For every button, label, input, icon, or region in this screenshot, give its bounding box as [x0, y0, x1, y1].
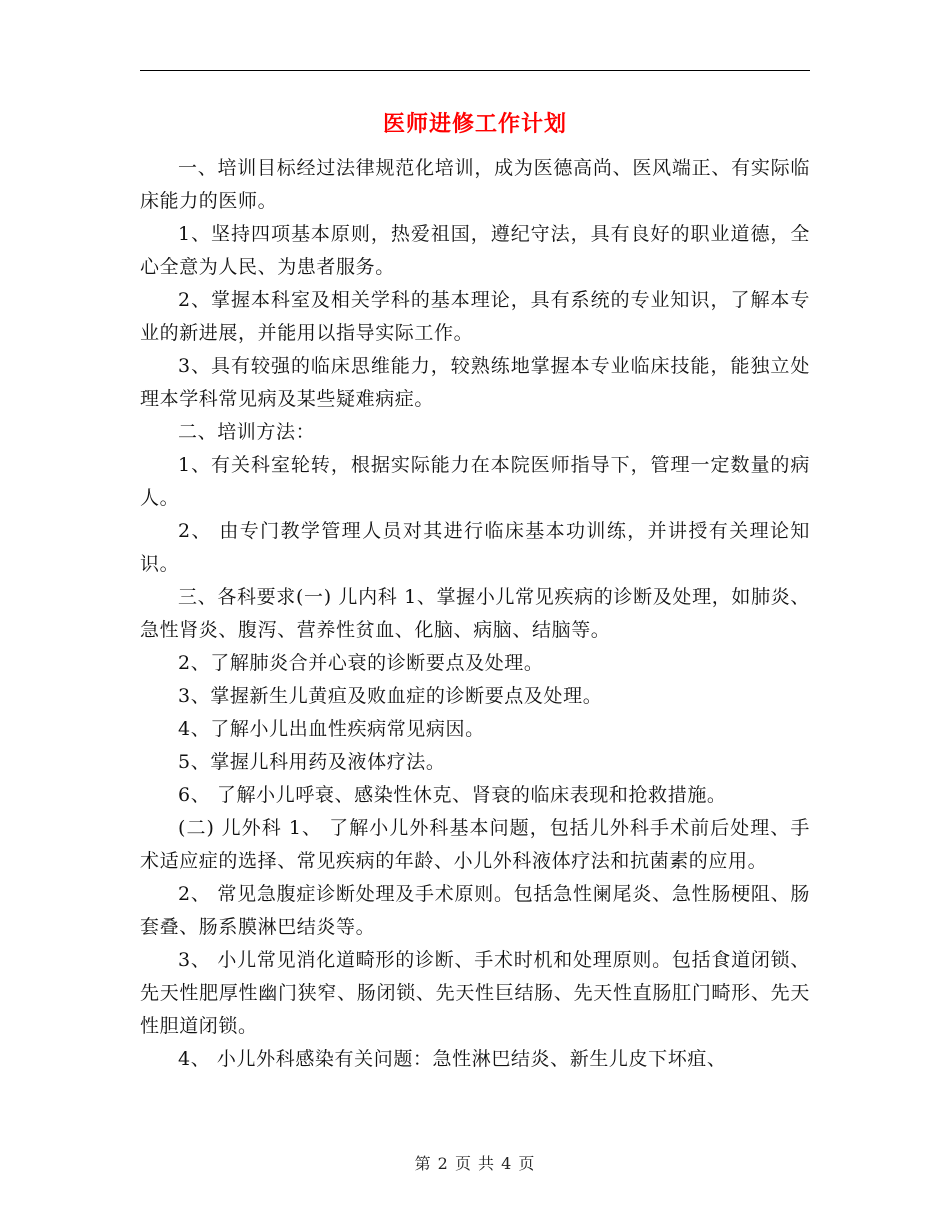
paragraph: 2、掌握本科室及相关学科的基本理论，具有系统的专业知识，了解本专业的新进展，并能用以指导实际工作。: [140, 289, 810, 344]
paragraph: 一、培训目标经过法律规范化培训，成为医德高尚、医风端正、有实际临床能力的医师。: [140, 157, 810, 212]
document-body: [140, 152, 810, 1076]
paragraph: 5、掌握儿科用药及液体疗法。: [178, 751, 446, 773]
paragraph: 3、 小儿常见消化道畸形的诊断、手术时机和处理原则。包括食道闭锁、先天性肥厚性幽门狭窄、肠闭锁、先天性巨结肠、先天性直肠肛门畸形、先天性胆道闭锁。: [140, 949, 810, 1037]
paragraph: 3、掌握新生儿黄疸及败血症的诊断要点及处理。: [178, 685, 603, 707]
header-rule: [140, 70, 810, 71]
section-heading: 二、培训方法：: [178, 421, 316, 443]
page-footer: 第 2 页 共 4 页: [414, 1154, 536, 1173]
paragraph: 2、了解肺炎合并心衰的诊断要点及处理。: [178, 652, 544, 674]
paragraph: 4、了解小儿出血性疾病常见病因。: [178, 718, 485, 740]
paragraph: (二) 儿外科 1、 了解小儿外科基本问题，包括儿外科手术前后处理、手术适应症的选择、常见疾病的年龄、小儿外科液体疗法和抗菌素的应用。: [140, 817, 810, 872]
paragraph: 4、 小儿外科感染有关问题：急性淋巴结炎、新生儿皮下坏疽、: [178, 1048, 727, 1070]
paragraph: 三、各科要求(一) 儿内科 1、掌握小儿常见疾病的诊断及处理，如肺炎、急性肾炎、腹泻、营养性贫血、化脑、病脑、结脑等。: [140, 586, 810, 641]
paragraph: 2、 由专门教学管理人员对其进行临床基本功训练，并讲授有关理论知识。: [140, 520, 810, 575]
paragraph: 3、具有较强的临床思维能力，较熟练地掌握本专业临床技能，能独立处理本学科常见病及某些疑难病症。: [140, 355, 810, 410]
paragraph: 1、有关科室轮转，根据实际能力在本院医师指导下，管理一定数量的病人。: [140, 454, 810, 509]
paragraph: 2、 常见急腹症诊断处理及手术原则。包括急性阑尾炎、急性肠梗阻、肠套叠、肠系膜淋巴结炎等。: [140, 883, 810, 938]
paragraph: 6、 了解小儿呼衰、感染性休克、肾衰的临床表现和抢救措施。: [178, 784, 727, 806]
document-title: 医师进修工作计划: [382, 111, 567, 137]
paragraph: 1、坚持四项基本原则，热爱祖国，遵纪守法，具有良好的职业道德，全心全意为人民、为患者服务。: [140, 223, 810, 278]
